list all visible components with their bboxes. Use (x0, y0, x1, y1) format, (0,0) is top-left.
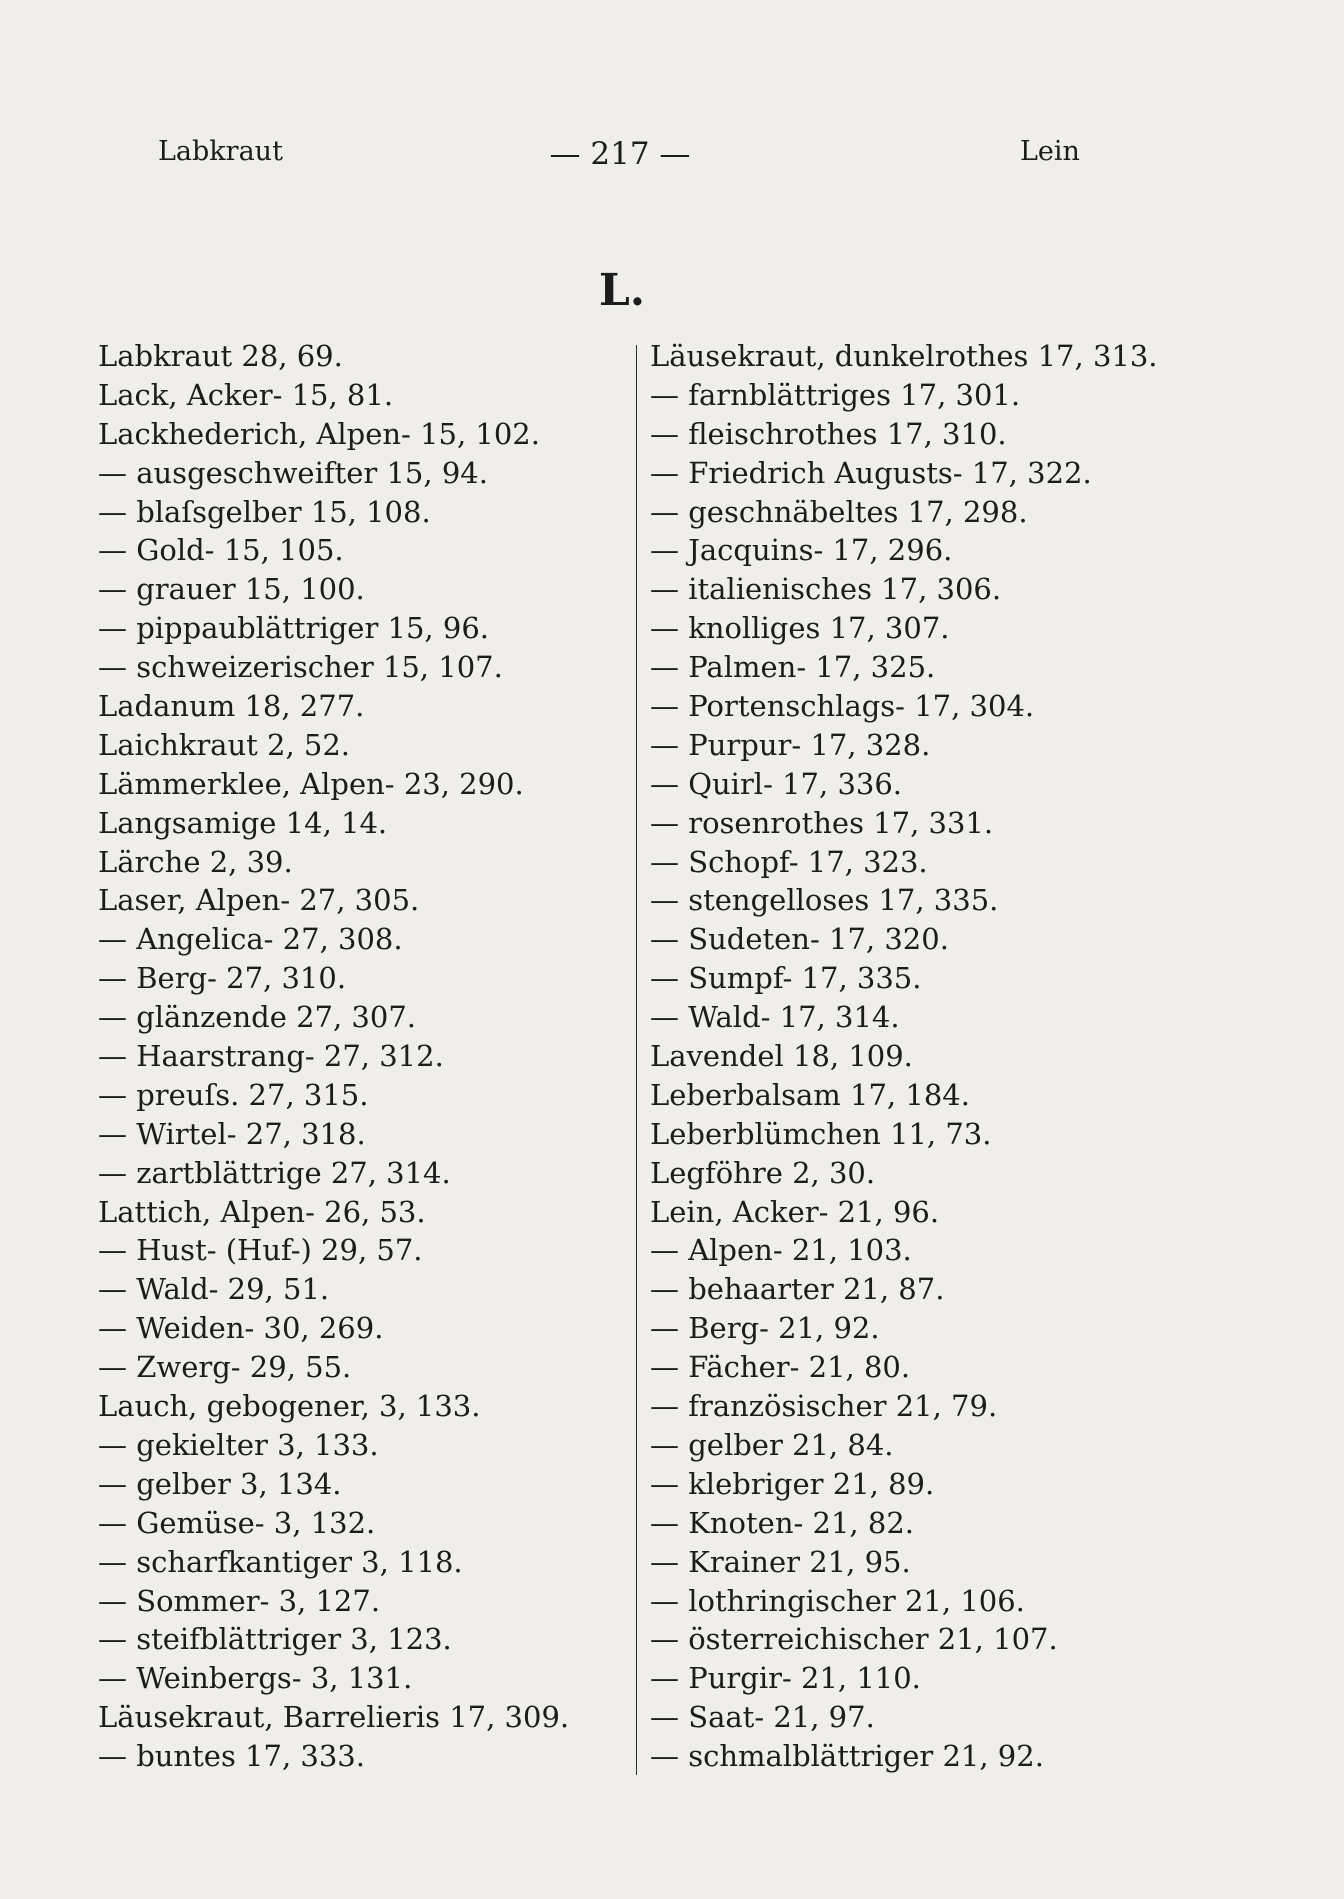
index-entry: — Berg- 27, 310. (98, 961, 347, 996)
index-entry: — buntes 17, 333. (98, 1739, 365, 1774)
index-entry: — Purpur- 17, 328. (650, 727, 931, 762)
index-entry: — stengelloses 17, 335. (650, 883, 999, 918)
index-entry: Labkraut 28, 69. (98, 339, 343, 373)
index-entry: Lauch, gebogener, 3, 133. (98, 1389, 481, 1424)
index-entry: — glänzende 27, 307. (98, 1000, 416, 1035)
index-entry: Leberbalsam 17, 184. (650, 1077, 970, 1112)
index-entry: — fleischrothes 17, 310. (650, 416, 1007, 451)
index-entry: — steifblättriger 3, 123. (98, 1622, 452, 1657)
index-entry: — Haarstrang- 27, 312. (98, 1039, 444, 1074)
index-entry: — Schopf- 17, 323. (650, 844, 928, 879)
index-entry: Läusekraut, Barrelieris 17, 309. (98, 1700, 570, 1735)
index-entry: — gelber 3, 134. (98, 1466, 342, 1501)
index-entry: — lothringischer 21, 106. (650, 1583, 1025, 1618)
index-entry: — schmalblättriger 21, 92. (650, 1739, 1044, 1774)
index-entry: — Sudeten- 17, 320. (650, 922, 949, 957)
index-entry: — Knoten- 21, 82. (650, 1505, 914, 1540)
index-entry: Laser, Alpen- 27, 305. (98, 883, 420, 918)
index-entry: — preuſs. 27, 315. (98, 1077, 369, 1112)
index-entry: — Palmen- 17, 325. (650, 650, 936, 685)
index-entry: Lavendel 18, 109. (650, 1039, 913, 1074)
index-entry: Lackhederich, Alpen- 15, 102. (98, 416, 540, 451)
running-head-left: Labkraut (158, 136, 283, 167)
index-entry: — zartblättrige 27, 314. (98, 1155, 451, 1190)
index-entry: Lämmerklee, Alpen- 23, 290. (98, 766, 524, 801)
index-entry: — Wald- 29, 51. (98, 1272, 330, 1307)
index-entry: — Berg- 21, 92. (650, 1311, 880, 1346)
index-entry: — Sommer- 3, 127. (98, 1583, 381, 1618)
index-entry: — französischer 21, 79. (650, 1389, 998, 1424)
index-entry: Langsamige 14, 14. (98, 805, 388, 840)
index-entry: — grauer 15, 100. (98, 572, 365, 607)
index-entry: Ladanum 18, 277. (98, 689, 365, 724)
index-entry: — blaſsgelber 15, 108. (98, 494, 431, 529)
index-entry: Leberblümchen 11, 73. (650, 1116, 992, 1151)
index-entry: Legföhre 2, 30. (650, 1155, 876, 1190)
index-entry: — Friedrich Augusts- 17, 322. (650, 455, 1092, 490)
index-entry: — Quirl- 17, 336. (650, 766, 903, 801)
index-entry: — farnblättriges 17, 301. (650, 377, 1021, 412)
index-entry: — schweizerischer 15, 107. (98, 650, 503, 685)
index-entry: Laichkraut 2, 52. (98, 727, 351, 762)
page-number: — 217 — (549, 136, 691, 172)
index-entry: Läusekraut, dunkelrothes 17, 313. (650, 339, 1158, 373)
index-entry: — Fächer- 21, 80. (650, 1350, 911, 1385)
index-entry: — Alpen- 21, 103. (650, 1233, 912, 1268)
index-entry: — klebriger 21, 89. (650, 1466, 935, 1501)
index-entry: Lein, Acker- 21, 96. (650, 1194, 940, 1229)
index-entry: — österreichischer 21, 107. (650, 1622, 1058, 1657)
index-entry: — Wirtel- 27, 318. (98, 1116, 366, 1151)
index-entry: — gekielter 3, 133. (98, 1427, 379, 1462)
index-entry: — pippaublättriger 15, 96. (98, 611, 489, 646)
index-entry: — behaarter 21, 87. (650, 1272, 945, 1307)
index-entry: — ausgeschweifter 15, 94. (98, 455, 488, 490)
index-entry: — Weinbergs- 3, 131. (98, 1661, 413, 1696)
index-column-right (650, 337, 1210, 1776)
index-entry: — Angelica- 27, 308. (98, 922, 403, 957)
column-divider (636, 345, 637, 1775)
index-entry: — Jacquins- 17, 296. (650, 533, 953, 568)
index-entry: — rosenrothes 17, 331. (650, 805, 994, 840)
index-entry: — italienisches 17, 306. (650, 572, 1002, 607)
index-entry: — Sumpf- 17, 335. (650, 961, 922, 996)
index-entry: — Hust- (Huf-) 29, 57. (98, 1233, 423, 1268)
index-entry: — Krainer 21, 95. (650, 1544, 911, 1579)
section-letter: L. (598, 265, 646, 316)
index-entry: Lärche 2, 39. (98, 844, 293, 879)
index-entry: — Zwerg- 29, 55. (98, 1350, 352, 1385)
index-entry: Lack, Acker- 15, 81. (98, 377, 394, 412)
index-entry: — Wald- 17, 314. (650, 1000, 900, 1035)
index-entry: — knolliges 17, 307. (650, 611, 950, 646)
index-entry: — Saat- 21, 97. (650, 1700, 875, 1735)
index-entry: Lattich, Alpen- 26, 53. (98, 1194, 426, 1229)
index-column-left (98, 337, 638, 1776)
index-entry: — scharfkantiger 3, 118. (98, 1544, 463, 1579)
index-entry: — Purgir- 21, 110. (650, 1661, 921, 1696)
index-entry: — Weiden- 30, 269. (98, 1311, 384, 1346)
index-entry: — gelber 21, 84. (650, 1427, 894, 1462)
index-entry: — Gemüse- 3, 132. (98, 1505, 376, 1540)
index-entry: — geschnäbeltes 17, 298. (650, 494, 1028, 529)
running-head-right: Lein (1020, 136, 1080, 167)
index-entry: — Portenschlags- 17, 304. (650, 689, 1035, 724)
index-entry: — Gold- 15, 105. (98, 533, 344, 568)
